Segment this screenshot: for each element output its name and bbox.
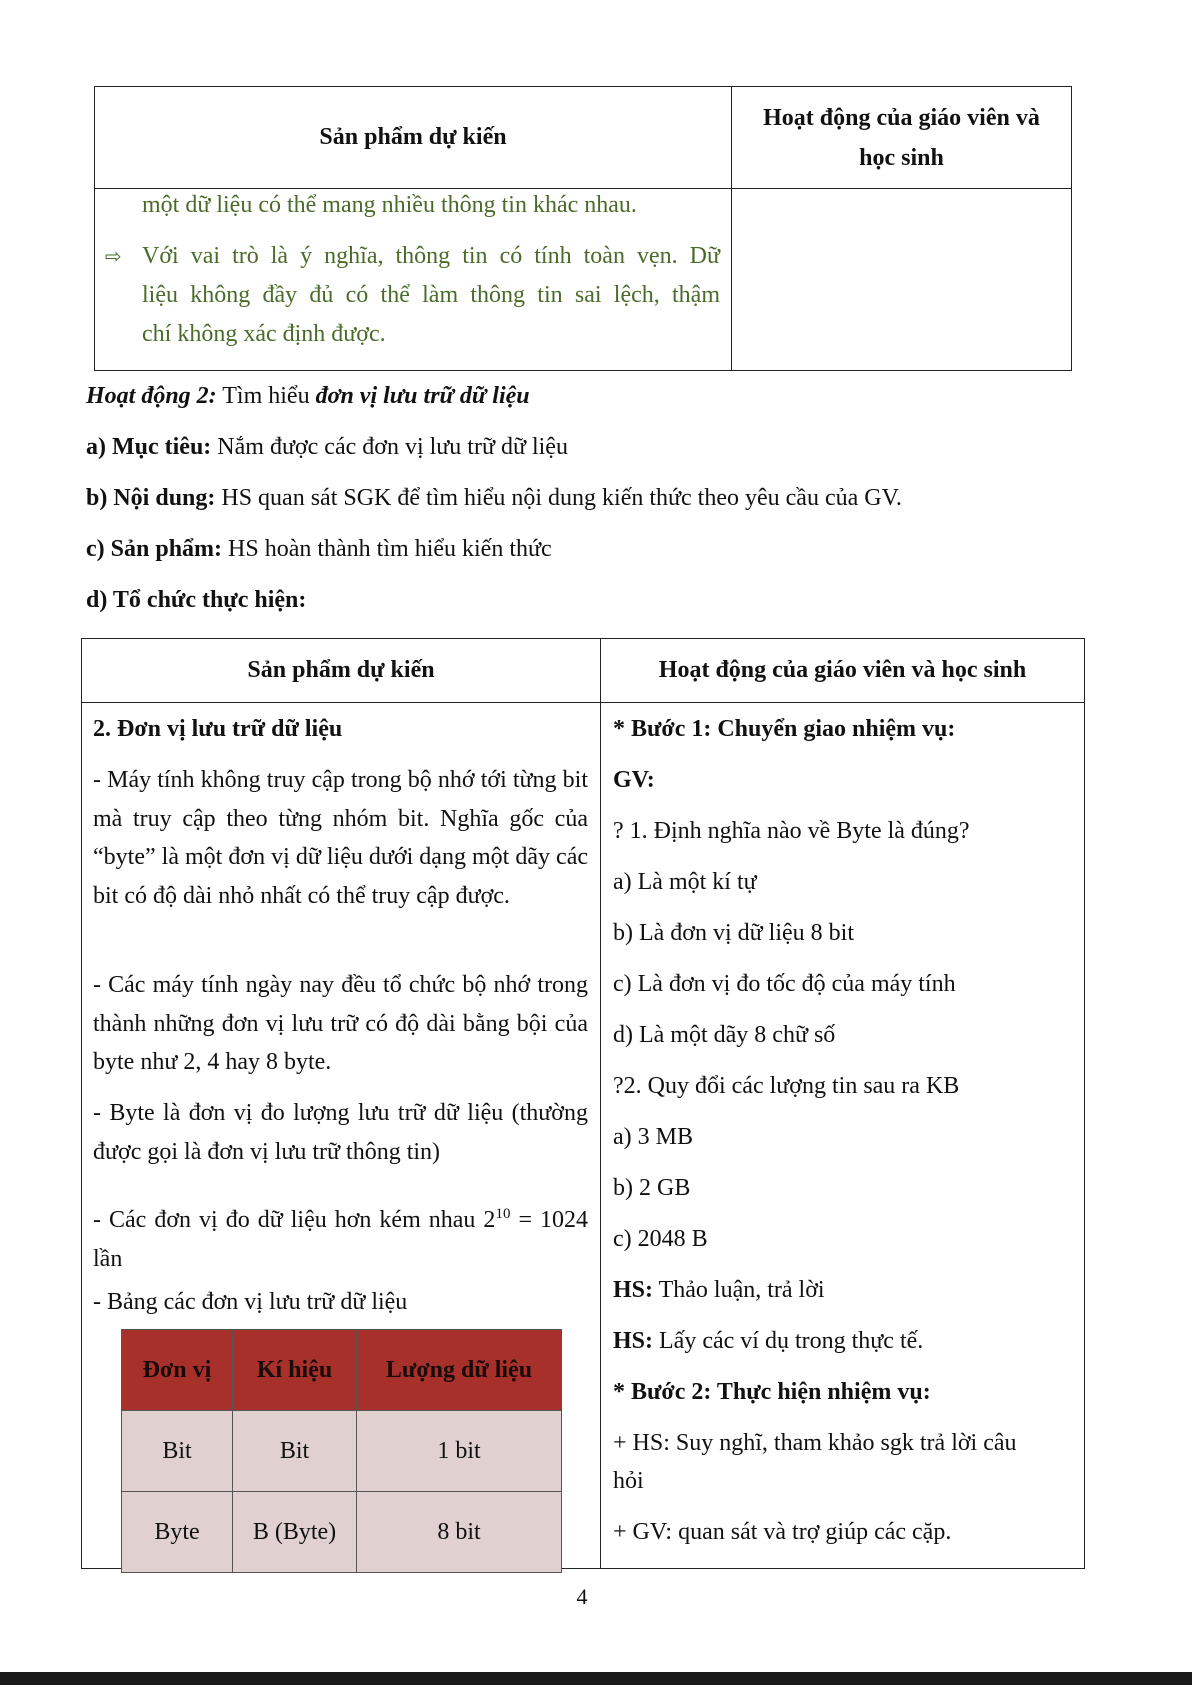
table2-header-products: Sản phẩm dự kiến [82,639,601,703]
option: a) 3 MB [613,1124,693,1150]
question-2: ?2. Quy đổi các lượng tin sau ra KB [613,1073,960,1099]
table1-bullet-line: Với vai trò là ý nghĩa, thông tin có tính toàn vẹn. Dữ [142,243,720,269]
option: c) Là đơn vị đo tốc độ của máy tính [613,971,956,997]
step2-line: + GV: quan sát và trợ giúp các cặp. [613,1519,952,1545]
activity-heading: Hoạt động 2: Tìm hiểu đơn vị lưu trữ dữ liệu [86,383,530,409]
section-title: 2. Đơn vị lưu trữ dữ liệu [93,716,343,742]
units-cell: Bit [233,1411,357,1492]
student-examples: HS: Lấy các ví dụ trong thực tế. [613,1328,924,1354]
option: b) Là đơn vị dữ liệu 8 bit [613,920,854,946]
paragraph: - Byte là đơn vị đo lượng lưu trữ dữ liệu (thường được gọi là đơn vị lưu trữ thông tin) [93,1100,588,1165]
table1-header-products: Sản phẩm dự kiến [95,87,732,189]
option: c) 2048 B [613,1226,708,1252]
step2-line: + HS: Suy nghĩ, tham khảo sgk trả lời câu [613,1430,1017,1456]
table-row [122,1411,562,1492]
units-header-symbol: Kí hiệu [233,1330,357,1411]
units-cell: 8 bit [357,1492,562,1573]
paragraph-ratio: - Các đơn vị đo dữ liệu hơn kém nhau $2^{10} = 1024$ lần [93,1206,588,1272]
units-cell: Byte [122,1492,233,1573]
units-cell: B (Byte) [233,1492,357,1573]
question-1: ? 1. Định nghĩa nào về Byte là đúng? [613,818,970,844]
units-cell: Bit [122,1411,233,1492]
units-table [121,1329,562,1573]
student-discuss: HS: Thảo luận, trả lời [613,1277,825,1303]
table-row [122,1492,562,1573]
option: d) Là một dãy 8 chữ số [613,1022,836,1048]
table1-bullet-line: liệu không đầy đủ có thể làm thông tin sai lệch, thậm [142,282,720,308]
teacher-label: GV: [613,767,655,793]
units-header-amount: Lượng dữ liệu [357,1330,562,1411]
objective: a) Mục tiêu: Nắm được các đơn vị lưu trữ dữ liệu [86,434,568,460]
table1-bullet-line: chí không xác định được. [142,321,386,347]
units-cell: 1 bit [357,1411,562,1492]
table2-header-activities: Hoạt động của giáo viên và học sinh [601,639,1085,703]
table1-activities-cell [732,189,1072,371]
paragraph: - Máy tính không truy cập trong bộ nhớ tới từng bit mà truy cập theo từng nhóm bit. Nghĩa gốc của “byte” là một đơn vị dữ liệu dưới dạng một dãy các bit có độ dài nhỏ nhất có thể truy cập được. [93,767,588,909]
option: b) 2 GB [613,1175,691,1201]
table1-header-activities: Hoạt động của giáo viên và học sinh [732,87,1072,189]
content: b) Nội dung: HS quan sát SGK để tìm hiểu nội dung kiến thức theo yêu cầu của GV. [86,485,902,511]
paragraph: - Các máy tính ngày nay đều tổ chức bộ nhớ trong thành những đơn vị lưu trữ có độ dài bằng bội của byte như 2, 4 hay 8 byte. [93,972,588,1075]
paragraph: - Bảng các đơn vị lưu trữ dữ liệu [93,1289,408,1315]
units-header-unit: Đơn vị [122,1330,233,1411]
bottom-bar [0,1672,1192,1685]
product: c) Sản phẩm: HS hoàn thành tìm hiểu kiến thức [86,536,552,562]
step2-line: hỏi [613,1468,644,1494]
organization: d) Tổ chức thực hiện: [86,587,307,613]
table1-line: một dữ liệu có thể mang nhiều thông tin khác nhau. [142,192,637,218]
option: a) Là một kí tự [613,869,757,895]
page-number: 4 [576,1584,588,1609]
step-2: * Bước 2: Thực hiện nhiệm vụ: [613,1379,931,1405]
arrow-icon: ⇨ [105,244,122,268]
step-1: * Bước 1: Chuyển giao nhiệm vụ: [613,716,956,742]
